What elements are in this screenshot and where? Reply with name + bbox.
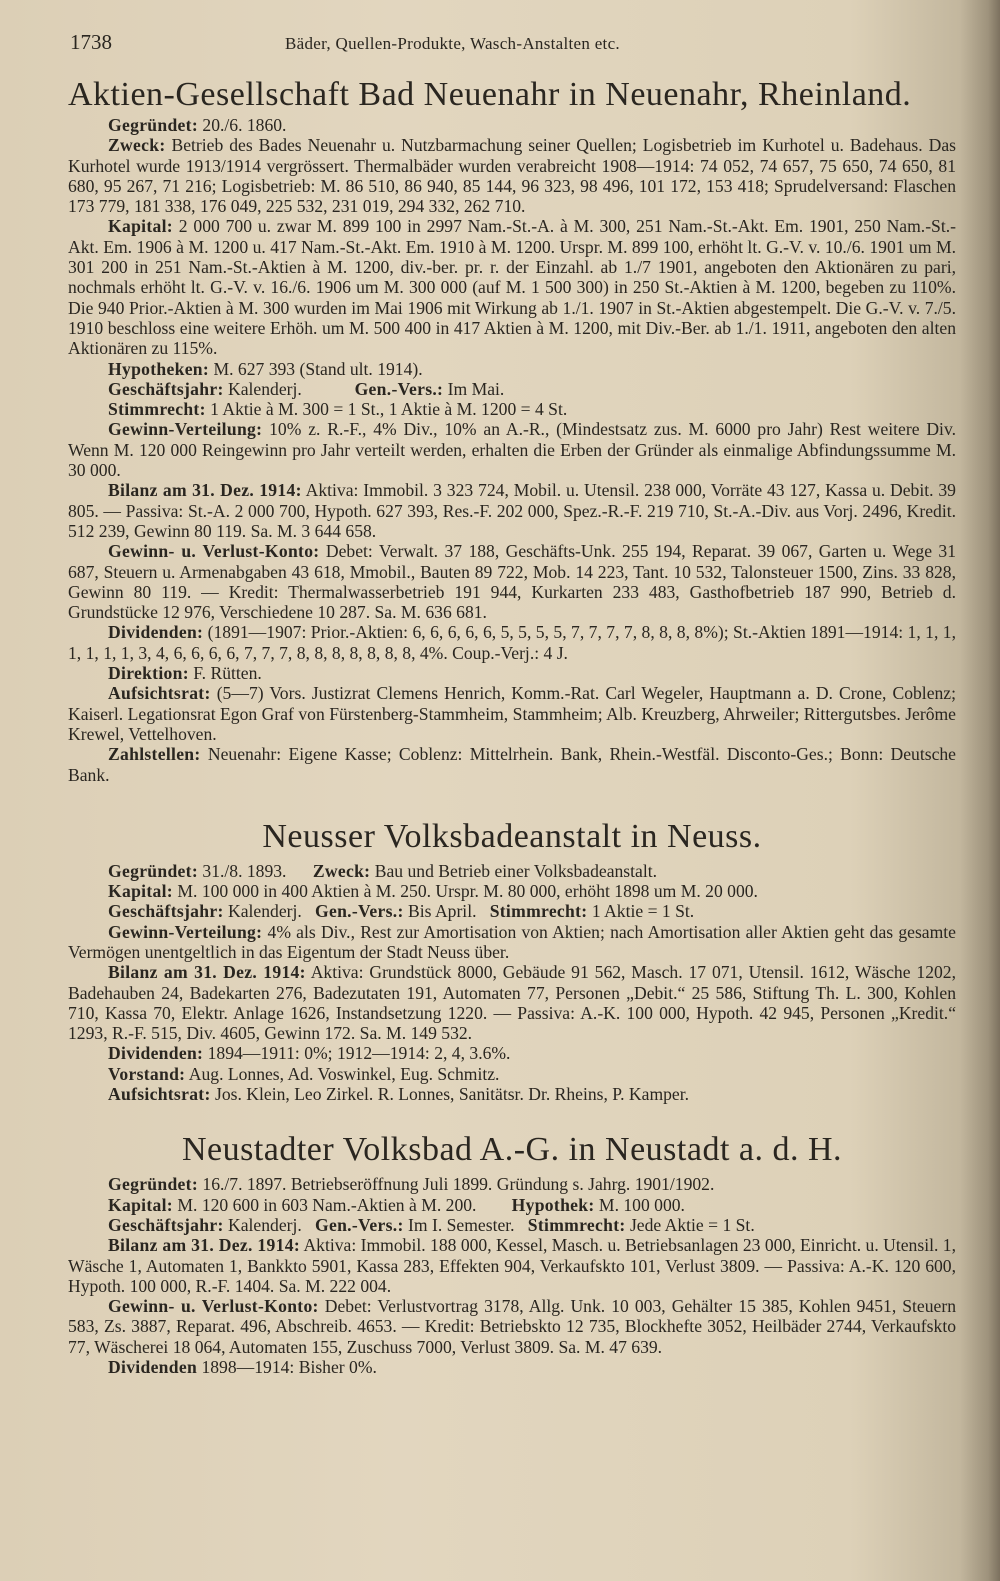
entry-label: Gewinn- u. Verlust-Konto: (108, 1296, 319, 1317)
entry-kapital (68, 1195, 956, 1215)
entry-text: Betrieb des Bades Neuenahr u. Nutzbarmachung seiner Quellen; Logisbetrieb im Kurhotel u. Badehaus. Das Kurhotel wurde 1913/1914 vergrössert. Thermalbäder wurden verabreicht 1908—1914: 74 052, 74 657, 75 650, 74 650, 81 680, 95 267, 71 216; Logisbetrieb: M. 86 510, 86 940, 85 144, 96 323, 98 496, 101 172, 153 418; Sprudelversand: Flaschen 173 779, 181 338, 176 049, 225 532, 231 019, 294 332, 262 710. (68, 135, 956, 217)
entry-label: Geschäftsjahr: (108, 1214, 224, 1235)
entry-label: Stimmrecht: (527, 1214, 626, 1235)
entry-text: Im I. Semester. (408, 1214, 515, 1235)
entry-text: Debet: Verwalt. 37 188, Geschäfts-Unk. 255 194, Reparat. 39 067, Garten u. Wege 31 687, Steuern u. Armenabgaben 43 618, Mmobil., Bauten 89 722, Mob. 14 223, Tant. 10 532, Talonsteuer 1500, Zins. 33 828, Gewinn 80 119. — Kredit: Thermalwasserbetrieb 191 944, Kurkarten 233 483, Gasthofbetrieb 187 990, Betrieb d. Grundstücke 12 976, Verschiedene 10 287. Sa. M. 636 681. (68, 541, 957, 623)
entry-label: Stimmrecht: (108, 399, 206, 420)
entry-text: M. 627 393 (Stand ult. 1914). (213, 358, 423, 379)
entry-text: M. 100 000. (598, 1194, 685, 1215)
entry-text: M. 100 000 in 400 Aktien à M. 250. Urspr. M. 80 000, erhöht 1898 um M. 20 000. (177, 881, 758, 902)
entry-label: Dividenden: (108, 622, 204, 643)
entry-kapital (68, 216, 956, 358)
entry-dividenden (68, 1357, 956, 1377)
entry-text: 31./8. 1893. (202, 860, 287, 881)
entry-text: Aktiva: Immobil. 3 323 724, Mobil. u. Utensil. 238 000, Vorräte 43 127, Kassa u. Debit. 39 805. — Passiva: St.-A. 2 000 700, Hypoth. 627 393, Res.-F. 202 000, Spez.-R.-F. 219 710, St.-A.-Div. aus Vorj. 2496, Kredit. 512 239, Gewinn 80 119. Sa. M. 3 644 658. (68, 480, 956, 541)
entry-text: Im Mai. (447, 378, 505, 399)
entry-aufsichtsrat (68, 683, 956, 744)
page-number: 1738 (70, 30, 112, 54)
entry-gewinn-verteilung (68, 419, 956, 480)
entry-text: 4% als Div., Rest zur Amortisation von Aktien; nach Amortisation aller Aktien geht das gesamte Vermögen unentgeltlich in das Eigentum der Stadt Neuss über. (68, 921, 956, 962)
section-bad-neuenahr (68, 115, 956, 785)
entry-kapital (68, 881, 956, 901)
entry-text: 10% z. R.-F., 4% Div., 10% an A.-R., (Mindestsatz zus. M. 6000 pro Jahr) Rest weitere Div. Wenn M. 120 000 Reingewinn pro Jahr verteilt werden, erhalten die Erben der Gründer als einmalige Abfindungssumme M. 30 000. (68, 419, 956, 481)
entry-text: 20./6. 1860. (202, 115, 287, 135)
entry-text: Debet: Verlustvortrag 3178, Allg. Unk. 10 003, Gehälter 15 385, Kohlen 9451, Steuern 583, Zs. 3887, Reparat. 496, Abschreib. 4653. — Kredit: Betriebskto 12 735, Blockhefte 3052, Heilbäder 2744, Verkaufskto 77, Wäscherei 18 064, Automaten 155, Zuschuss 7000, Verlust 3809. Sa. M. 47 639. (68, 1296, 957, 1357)
entry-text: Aktiva: Grundstück 8000, Gebäude 91 562, Masch. 17 071, Utensil. 1612, Wäsche 1202, Badehauben 24, Badekarten 276, Badezutaten 191, Automaten 77, Personen „Debit.“ 25 586, Stiftung Th. L. 300, Kohlen 710, Kassa 70, Elektr. Anlage 1626, Instandsetzung 1220. — Passiva: A.-K. 100 000, Hypoth. 42 945, Personen „Kredit.“ 1293, R.-F. 515, Div. 4605, Gewinn 172. Sa. M. 149 532. (68, 962, 956, 1044)
entry-text: F. Rütten. (193, 663, 262, 684)
entry-gegruendet (68, 861, 956, 881)
entry-text: (5—7) Vors. Justizrat Clemens Henrich, Komm.-Rat. Carl Wegeler, Hauptmann a. D. Crone, Coblenz; Kaiserl. Legationsrat Egon Graf von Fürstenberg-Stammheim, Stammheim; Alb. Kreuzberg, Ahrweiler; Rittergutsbes. Jerôme Krewel, Vettelhoven. (68, 683, 956, 744)
entry-label: Dividenden: (108, 1043, 204, 1064)
entry-label: Kapital: (108, 216, 173, 237)
entry-geschaeftsjahr (68, 901, 956, 921)
entry-bilanz (68, 480, 956, 541)
entry-text: 2 000 700 u. zwar M. 899 100 in 2997 Nam.-St.-A. à M. 300, 251 Nam.-St.-Akt. Em. 1901, 250 Nam.-St.-Akt. Em. 1906 à M. 1200 u. 417 Nam.-St.-Akt. Em. 1910 à M. 1200. Urspr. M. 899 100, erhöht lt. G.-V. v. 10./6. 1901 um M. 301 200 in 251 Nam.-St.-Aktien à M. 1200, div.-ber. pr. r. der Einzahl. ab 1./7 1901, angeboten den Aktionären zu pari, nochmals erhöht lt. G.-V. v. 16./6. 1906 um M. 300 000 (auf M. 1 500 300) in 250 St.-Aktien à M. 1200, begeben zu 110%. Die 940 Prior.-Aktien à M. 300 wurden im Mai 1906 mit Wirkung ab 1./1. 1907 in St.-Aktien abgestempelt. Die G.-V. v. 7./5. 1910 beschloss eine weitere Erhöh. um M. 500 400 in 417 Aktien à M. 1200, mit Div.-Ber. ab 1./1. 1911, angeboten den alten Aktionären zu 115%. (68, 216, 956, 359)
section-title-neusser-volksbadeanstalt: Neusser Volksbadeanstalt in Neuss. (262, 817, 762, 855)
entry-label: Kapital: (108, 881, 173, 902)
entry-dividenden (68, 1043, 956, 1063)
entry-gewinn-verlust (68, 541, 956, 622)
entry-label: Dividenden (108, 1357, 198, 1378)
entry-dividenden (68, 622, 956, 663)
entry-text: Kalenderj. (228, 901, 302, 922)
entry-direktion (68, 663, 956, 683)
entry-text: Bis April. (408, 901, 477, 922)
entry-text: 1894—1911: 0%; 1912—1914: 2, 4, 3.6%. (207, 1043, 511, 1064)
section-title-bad-neuenahr: Aktien-Gesellschaft Bad Neuenahr in Neuenahr, Rheinland. (68, 76, 912, 113)
entry-text: Aug. Lonnes, Ad. Voswinkel, Eug. Schmitz. (188, 1063, 500, 1084)
entry-stimmrecht (68, 399, 956, 419)
entry-label: Zweck: (312, 860, 371, 881)
entry-label: Aufsichtsrat: (108, 1084, 211, 1105)
entry-aufsichtsrat (68, 1084, 956, 1104)
entry-text: Bau und Betrieb einer Volksbadeanstalt. (374, 860, 658, 881)
entry-label: Gewinn-Verteilung: (108, 419, 263, 440)
section-neustadter-volksbad (68, 1174, 956, 1377)
entry-label: Gen.-Vers.: (314, 901, 404, 922)
entry-label: Gegründet: (108, 1174, 198, 1195)
entry-label: Vorstand: (108, 1063, 186, 1084)
entry-text: M. 120 600 in 603 Nam.-Aktien à M. 200. (177, 1194, 477, 1215)
entry-text: (1891—1907: Prior.-Aktien: 6, 6, 6, 6, 6, 5, 5, 5, 5, 7, 7, 7, 7, 8, 8, 8, 8%); St.-Aktien 1891—1914: 1, 1, 1, 1, 1, 1, 1, 3, 4, 6, 6, 6, 6, 7, 7, 7, 8, 8, 8, 8, 8, 8, 8, 4%. Coup.-Verj.: 4 J. (68, 622, 956, 663)
page-edge-shadow (960, 0, 1000, 1581)
entry-label: Aufsichtsrat: (108, 683, 211, 704)
entry-text: 1 Aktie à M. 300 = 1 St., 1 Aktie à M. 1200 = 4 St. (210, 399, 568, 420)
entry-hypotheken (68, 359, 956, 379)
entry-label: Gewinn-Verteilung: (108, 921, 263, 942)
entry-label: Gewinn- u. Verlust-Konto: (108, 541, 320, 562)
entry-geschaeftsjahr (68, 379, 956, 399)
entry-label: Stimmrecht: (489, 901, 588, 922)
entry-label: Direktion: (108, 663, 189, 684)
page-header (70, 30, 940, 60)
entry-text: Jos. Klein, Leo Zirkel. R. Lonnes, Sanitätsr. Dr. Rheins, P. Kamper. (215, 1084, 690, 1105)
entry-label: Geschäftsjahr: (108, 901, 224, 922)
entry-label: Hypotheken: (108, 358, 210, 379)
entry-label: Geschäftsjahr: (108, 378, 224, 399)
entry-bilanz (68, 962, 956, 1043)
entry-label: Bilanz am 31. Dez. 1914: (108, 1235, 300, 1256)
entry-geschaeftsjahr (68, 1215, 956, 1235)
entry-label: Zweck: (108, 135, 166, 156)
entry-text: Jede Aktie = 1 St. (629, 1214, 755, 1235)
entry-gewinn-verteilung (68, 922, 956, 963)
entry-label: Hypothek: (511, 1194, 595, 1215)
entry-label: Gegründet: (108, 115, 198, 135)
entry-text: Neuenahr: Eigene Kasse; Coblenz: Mittelrhein. Bank, Rhein.-Westfäl. Disconto-Ges.; Bonn: Deutsche Bank. (68, 744, 956, 785)
entry-text: Kalenderj. (228, 378, 302, 399)
entry-label: Bilanz am 31. Dez. 1914: (108, 962, 306, 983)
entry-text: 1 Aktie = 1 St. (591, 901, 695, 922)
entry-label: Bilanz am 31. Dez. 1914: (108, 480, 302, 501)
entry-zahlstellen (68, 744, 956, 785)
entry-text: 1898—1914: Bisher 0%. (201, 1357, 377, 1378)
entry-text: Aktiva: Immobil. 188 000, Kessel, Masch. u. Betriebsanlagen 23 000, Einricht. u. Utensil. 1, Wäsche 1, Automaten 1, Bankkto 5901, Kassa 283, Effekten 904, Verkaufskto 101, Verlust 3809. — Passiva: A.-K. 120 600, Hypoth. 100 000, R.-F. 1404. Sa. M. 222 004. (68, 1235, 956, 1296)
section-neusser-volksbadeanstalt (68, 861, 956, 1105)
section-title-neustadter-volksbad: Neustadter Volksbad A.-G. in Neustadt a. d. H. (181, 1131, 843, 1169)
entry-vorstand (68, 1064, 956, 1084)
entry-label: Kapital: (108, 1194, 173, 1215)
entry-zweck (68, 135, 956, 216)
entry-text: 16./7. 1897. Betriebseröffnung Juli 1899. Gründung s. Jahrg. 1901/1902. (202, 1174, 715, 1195)
entry-text: Kalenderj. (228, 1214, 302, 1235)
entry-gewinn-verlust (68, 1296, 956, 1357)
running-head: Bäder, Quellen-Produkte, Wasch-Anstalten etc. (285, 34, 620, 53)
entry-label: Gen.-Vers.: (314, 1214, 404, 1235)
entry-label: Gen.-Vers.: (354, 378, 444, 399)
entry-bilanz (68, 1235, 956, 1296)
entry-gegruendet (68, 1174, 956, 1194)
entry-label: Gegründet: (108, 860, 198, 881)
entry-gegruendet (68, 115, 956, 135)
entry-label: Zahlstellen: (108, 744, 201, 765)
page-content (68, 75, 956, 1377)
